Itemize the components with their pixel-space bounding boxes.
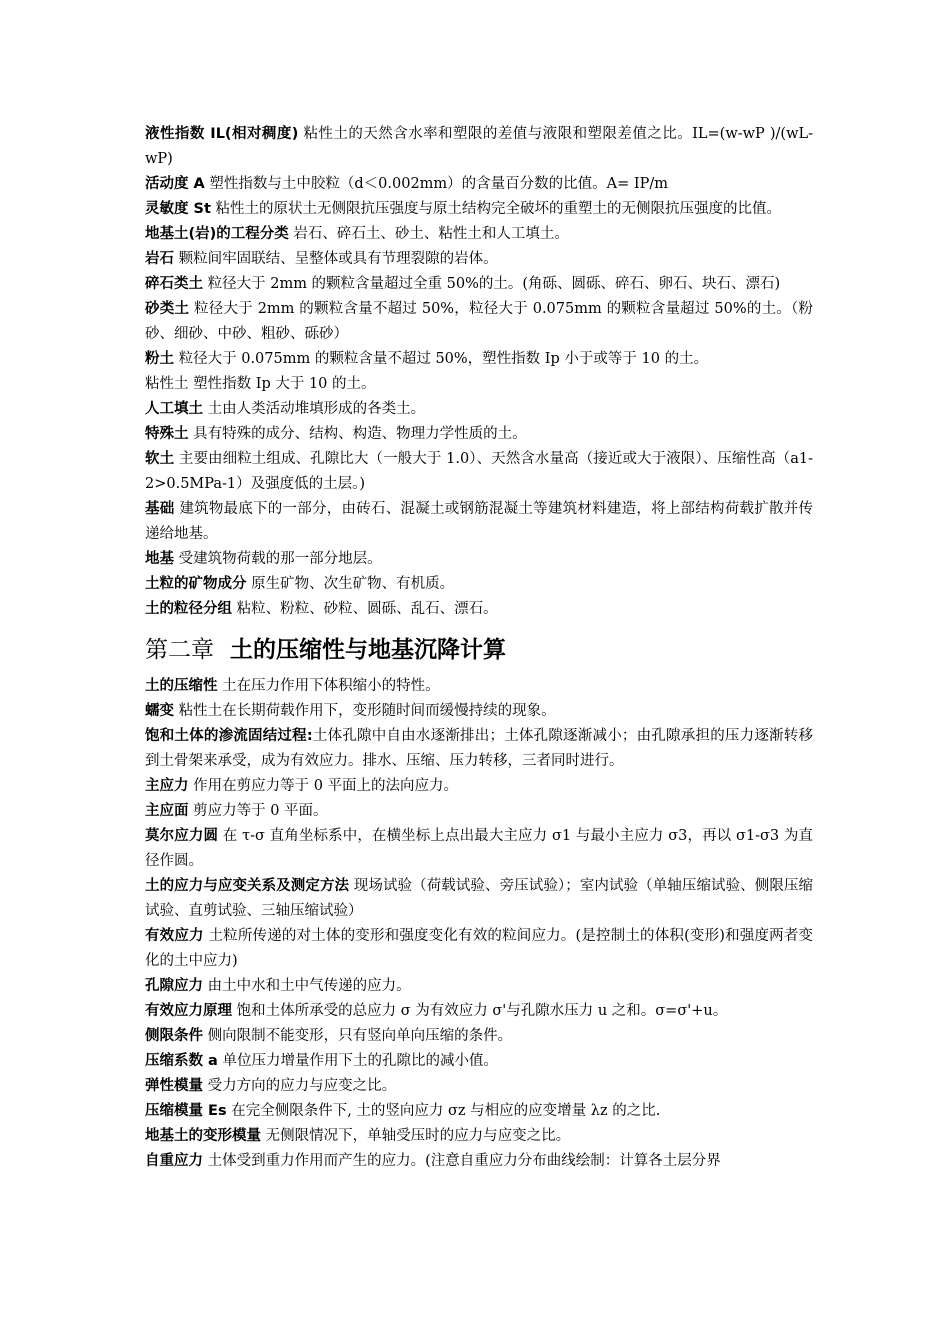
definition-paragraph <box>145 272 813 297</box>
definition-text: 土体孔隙中自由水逐渐排出；土体孔隙逐渐减小；由孔隙承担的压力逐渐转移到土骨架来承受，成为有效应力。排水、压缩、压力转移，三者同时进行。 <box>145 728 813 769</box>
definition-term: 人工填土 <box>145 401 203 417</box>
definition-text: 粒径大于 0.075mm 的颗粒含量不超过 50%，塑性指数 Ip 小于或等于 10 的土。 <box>174 351 709 367</box>
definition-text: 岩石、碎石土、砂土、粘性土和人工填土。 <box>288 226 569 242</box>
definition-paragraph <box>145 1149 813 1174</box>
definition-text: 建筑物最底下的一部分，由砖石、混凝土或钢筋混凝土等建筑材料建造，将上部结构荷载扩散并传递给地基。 <box>145 501 813 542</box>
definition-text: 土由人类活动堆填形成的各类土。 <box>203 401 426 417</box>
definition-paragraph <box>145 1074 813 1099</box>
definition-text: 粘性土 塑性指数 Ip 大于 10 的土。 <box>145 376 376 392</box>
definition-paragraph <box>145 172 813 197</box>
definition-text: 粒径大于 2mm 的颗粒含量不超过 50%，粒径大于 0.075mm 的颗粒含量超过 50%的土。（粉砂、细砂、中砂、粗砂、砾砂） <box>145 301 814 342</box>
definition-term: 饱和土体的渗流固结过程: <box>145 728 313 744</box>
definition-text: 土在压力作用下体积缩小的特性。 <box>217 678 440 694</box>
definition-paragraph <box>145 497 813 547</box>
definition-term: 自重应力 <box>145 1153 203 1169</box>
definition-text: 作用在剪应力等于 0 平面上的法向应力。 <box>188 778 459 794</box>
definition-text: 粘粒、粉粒、砂粒、圆砾、乱石、漂石。 <box>232 601 498 617</box>
definition-term: 孔隙应力 <box>145 978 203 994</box>
definition-paragraph <box>145 724 813 774</box>
definition-text: 受力方向的应力与应变之比。 <box>203 1078 397 1094</box>
definition-term: 土的应力与应变关系及测定方法 <box>145 878 350 894</box>
definition-text: 颗粒间牢固联结、呈整体或具有节理裂隙的岩体。 <box>174 251 498 267</box>
definition-term: 莫尔应力圆 <box>145 828 219 844</box>
definition-term: 侧限条件 <box>145 1028 203 1044</box>
definition-term: 地基土(岩)的工程分类 <box>145 226 289 242</box>
definition-paragraph <box>145 974 813 999</box>
definition-paragraph <box>145 924 813 974</box>
definition-text: 塑性指数与土中胶粒（d＜0.002mm）的含量百分数的比值。A= IP/m <box>204 176 669 192</box>
definition-term: 地基 <box>145 551 174 567</box>
chapter-heading <box>145 634 813 666</box>
definition-paragraph <box>145 1049 813 1074</box>
definition-paragraph <box>145 674 813 699</box>
definition-term: 蠕变 <box>145 703 174 719</box>
definition-paragraph <box>145 347 813 372</box>
definition-term: 岩石 <box>145 251 174 267</box>
definition-text: 在完全侧限条件下, 土的竖向应力 σz 与相应的应变增量 λz 的之比. <box>226 1103 661 1119</box>
definition-term: 液性指数 IL(相对稠度) <box>145 126 299 142</box>
definition-term: 粉土 <box>145 351 174 367</box>
definition-paragraph <box>145 397 813 422</box>
definition-paragraph <box>145 999 813 1024</box>
definition-text: 原生矿物、次生矿物、有机质。 <box>246 576 455 592</box>
chapter-number: 第二章 <box>145 637 214 663</box>
definition-text: 粘性土的原状土无侧限抗压强度与原土结构完全破坏的重塑土的无侧限抗压强度的比值。 <box>210 201 782 217</box>
definition-paragraph <box>145 447 813 497</box>
definition-term: 主应力 <box>145 778 189 794</box>
definition-text: 剪应力等于 0 平面。 <box>188 803 328 819</box>
definition-text: 现场试验（荷载试验、旁压试验）；室内试验（单轴压缩试验、侧限压缩试验、直剪试验、三轴压缩试验） <box>145 878 813 919</box>
section-2 <box>145 674 813 1174</box>
definition-term: 活动度 A <box>145 176 205 192</box>
definition-paragraph <box>145 774 813 799</box>
definition-paragraph <box>145 122 813 172</box>
definition-term: 有效应力 <box>145 928 204 944</box>
definition-paragraph <box>145 222 813 247</box>
definition-term: 软土 <box>145 451 175 467</box>
definition-text: 主要由细粒土组成、孔隙比大（一般大于 1.0）、天然含水量高（接近或大于液限）、压缩性高（a1-2>0.5MPa-1）及强度低的土层。) <box>145 451 813 492</box>
definition-paragraph <box>145 1024 813 1049</box>
definition-text: 受建筑物荷载的那一部分地层。 <box>174 551 382 567</box>
definition-term: 压缩系数 a <box>145 1053 218 1069</box>
definition-text: 具有特殊的成分、结构、构造、物理力学性质的土。 <box>188 426 527 442</box>
definition-term: 特殊土 <box>145 426 189 442</box>
definition-paragraph <box>145 824 813 874</box>
definition-term: 土的压缩性 <box>145 678 218 694</box>
definition-paragraph <box>145 197 813 222</box>
definition-paragraph <box>145 799 813 824</box>
section-1 <box>145 122 813 622</box>
definition-paragraph <box>145 422 813 447</box>
definition-paragraph <box>145 874 813 924</box>
definition-paragraph <box>145 297 813 347</box>
definition-term: 土粒的矿物成分 <box>145 576 247 592</box>
definition-paragraph <box>145 547 813 572</box>
definition-term: 碎石类土 <box>145 276 203 292</box>
definition-term: 基础 <box>145 501 175 517</box>
definition-text: 侧向限制不能变形，只有竖向单向压缩的条件。 <box>203 1028 513 1044</box>
definition-term: 弹性模量 <box>145 1078 203 1094</box>
definition-paragraph <box>145 699 813 724</box>
document-page <box>145 122 813 1174</box>
definition-term: 土的粒径分组 <box>145 601 232 617</box>
definition-text: 单位压力增量作用下土的孔隙比的减小值。 <box>217 1053 498 1069</box>
definition-text: 在 τ-σ 直角坐标系中，在横坐标上点出最大主应力 σ1 与最小主应力 σ3，再以 σ1-σ3 为直径作圆。 <box>145 828 813 869</box>
definition-text: 由土中水和土中气传递的应力。 <box>203 978 411 994</box>
definition-paragraph <box>145 1099 813 1124</box>
definition-term: 主应面 <box>145 803 189 819</box>
definition-term: 压缩模量 Es <box>145 1103 227 1119</box>
definition-text: 粘性土的天然含水率和塑限的差值与液限和塑限差值之比。IL=(w-wP )/(wL-wP) <box>145 126 814 167</box>
definition-paragraph <box>145 1124 813 1149</box>
definition-text: 粒径大于 2mm 的颗粒含量超过全重 50%的土。(角砾、圆砾、碎石、卵石、块石、漂石) <box>203 276 781 292</box>
definition-text: 粘性土在长期荷载作用下，变形随时间而缓慢持续的现象。 <box>174 703 556 719</box>
definition-text: 无侧限情况下，单轴受压时的应力与应变之比。 <box>261 1128 571 1144</box>
definition-term: 砂类土 <box>145 301 190 317</box>
chapter-title: 土的压缩性与地基沉降计算 <box>230 637 506 663</box>
definition-paragraph <box>145 597 813 622</box>
definition-term: 灵敏度 St <box>145 201 211 217</box>
definition-paragraph <box>145 572 813 597</box>
definition-text: 土粒所传递的对土体的变形和强度变化有效的粒间应力。(是控制土的体积(变形)和强度两者变化的土中应力) <box>145 928 814 969</box>
definition-paragraph <box>145 372 813 397</box>
definition-text: 土体受到重力作用而产生的应力。(注意自重应力分布曲线绘制：计算各土层分界 <box>203 1153 721 1169</box>
definition-term: 地基土的变形模量 <box>145 1128 261 1144</box>
definition-text: 饱和土体所承受的总应力 σ 为有效应力 σ'与孔隙水压力 u 之和。σ=σ'+u。 <box>232 1003 728 1019</box>
definition-term: 有效应力原理 <box>145 1003 232 1019</box>
definition-paragraph <box>145 247 813 272</box>
